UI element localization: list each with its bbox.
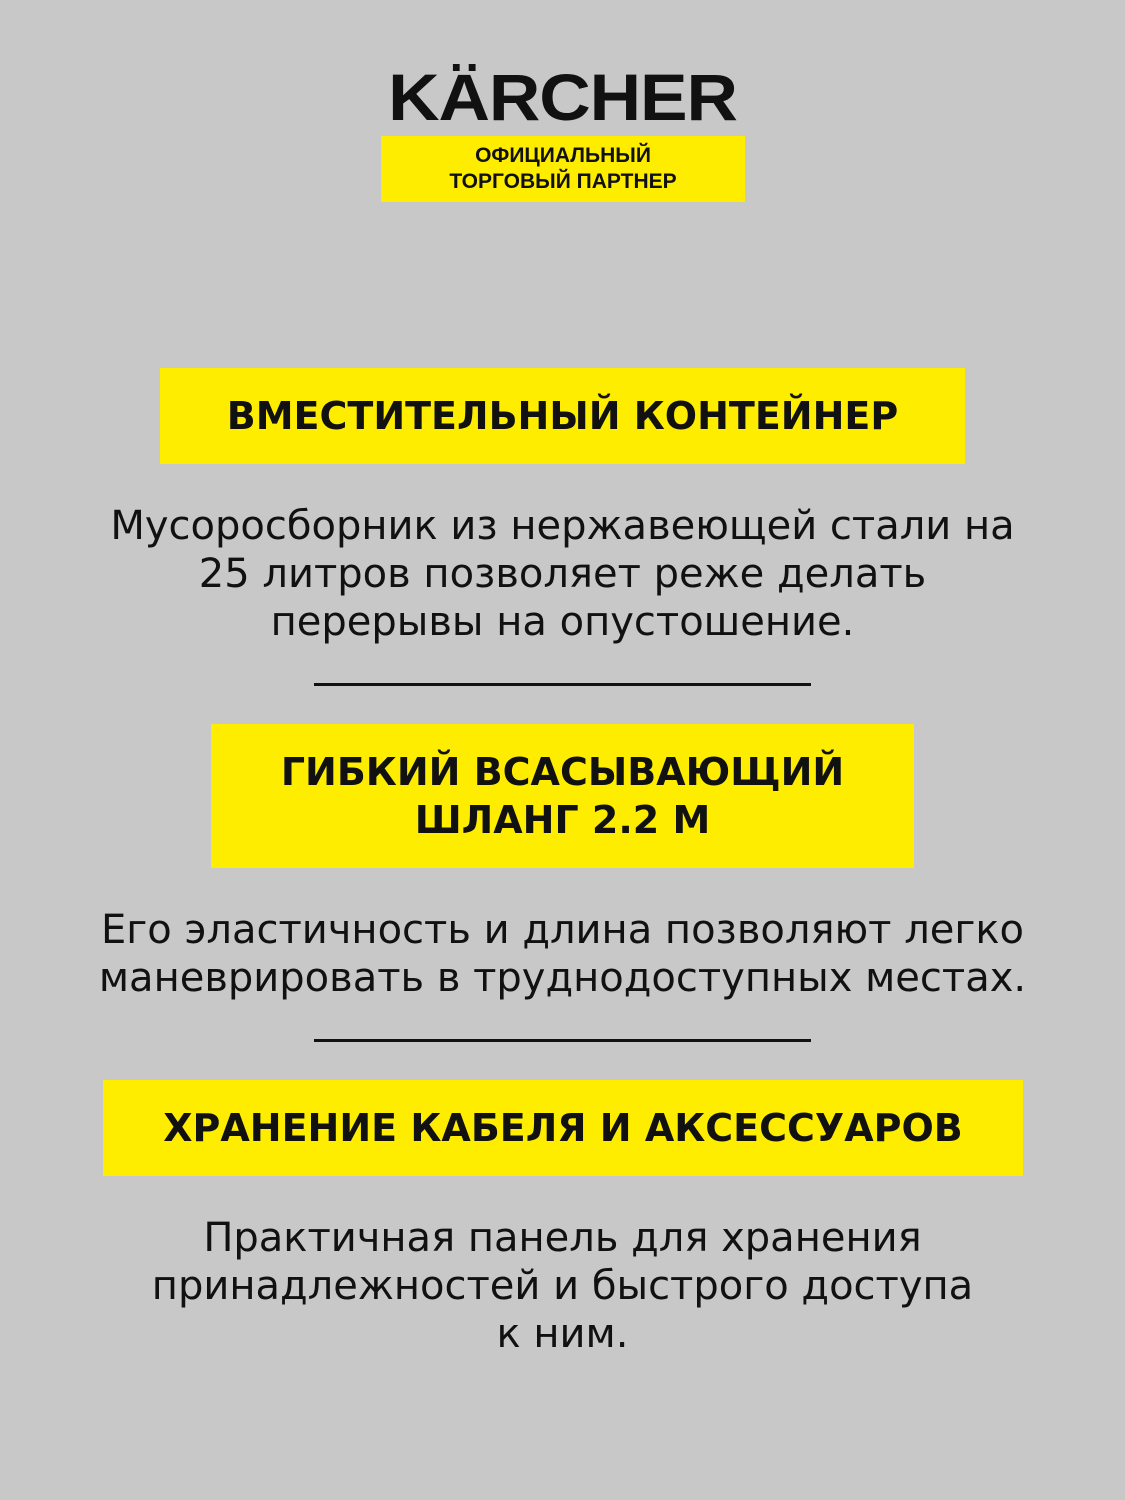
feature-description-line: Его эластичность и длина позволяют легко	[100, 907, 1025, 953]
feature-description-line: перерывы на опустошение.	[270, 599, 855, 645]
partner-badge-line-1: ОФИЦИАЛЬНЫЙ	[475, 144, 651, 167]
feature-heading-storage	[103, 1080, 1023, 1176]
feature-description-line: 25 литров позволяет реже делать	[198, 551, 927, 597]
feature-heading-container	[160, 368, 965, 464]
feature-heading-line: ВМЕСТИТЕЛЬНЫЙ КОНТЕЙНЕР	[226, 394, 899, 438]
feature-description-line: маневрировать в труднодоступных местах.	[98, 955, 1027, 1001]
feature-heading-line: ГИБКИЙ ВСАСЫВАЮЩИЙ	[280, 750, 845, 794]
feature-description-hose	[40, 906, 1085, 1002]
feature-heading-hose	[211, 724, 914, 868]
karcher-logo: KÄRCHER	[388, 60, 737, 134]
feature-description-line: принадлежностей и быстрого доступа	[151, 1263, 974, 1309]
section-divider	[314, 683, 811, 686]
feature-heading-line: ХРАНЕНИЕ КАБЕЛЯ И АКСЕССУАРОВ	[163, 1106, 963, 1150]
feature-description-line: Практичная панель для хранения	[203, 1215, 922, 1261]
feature-description-storage	[40, 1214, 1085, 1358]
feature-heading-line: ШЛАНГ 2.2 М	[414, 798, 711, 842]
official-partner-badge	[381, 136, 745, 202]
partner-badge-line-2: ТОРГОВЫЙ ПАРТНЕР	[449, 170, 677, 193]
feature-description-container	[40, 502, 1085, 646]
feature-description-line: к ним.	[496, 1311, 629, 1357]
section-divider	[314, 1039, 811, 1042]
feature-description-line: Мусоросборник из нержавеющей стали на	[110, 503, 1015, 549]
